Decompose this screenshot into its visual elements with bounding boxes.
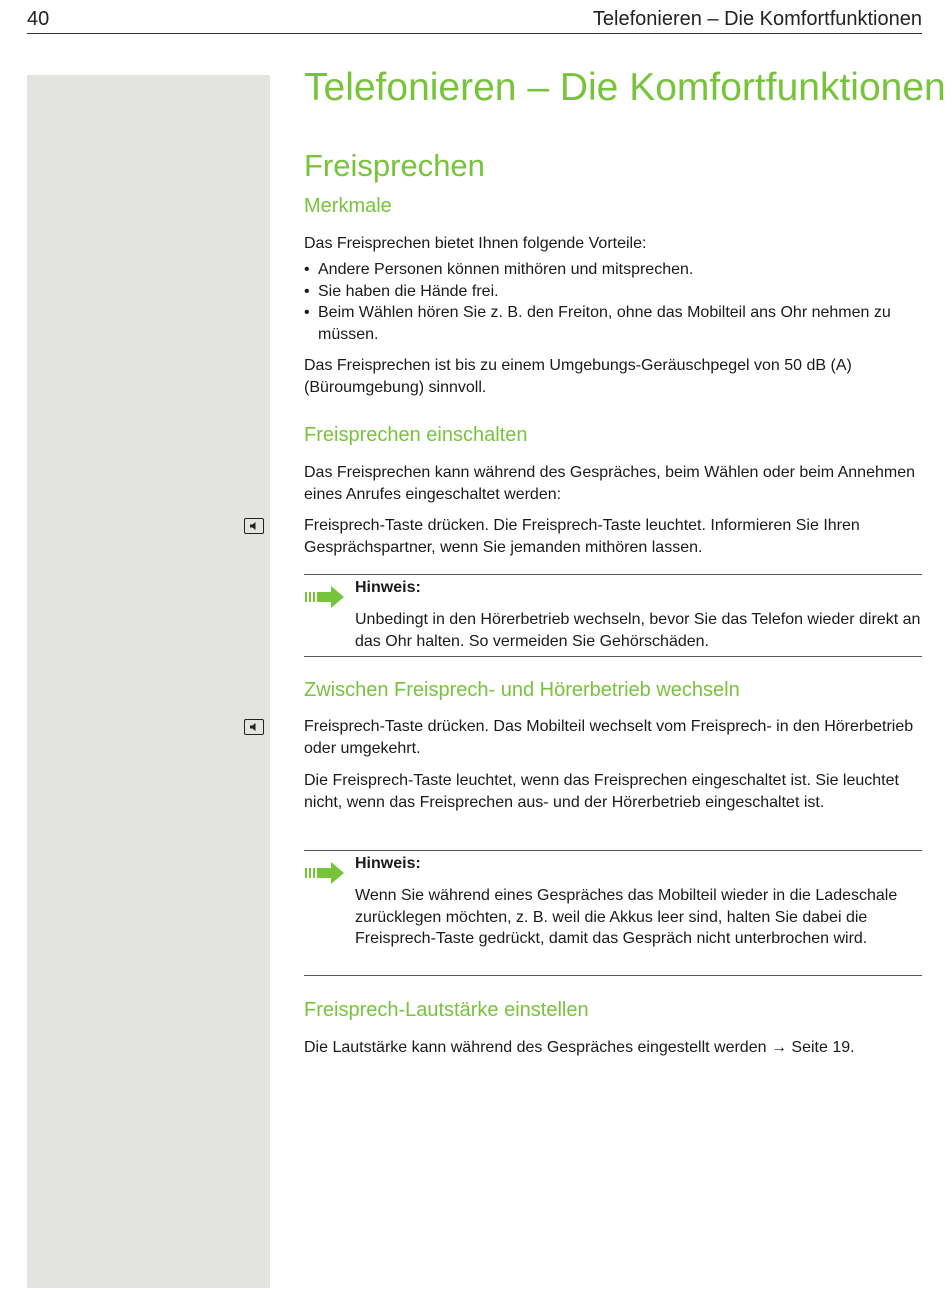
hint-box-1 (304, 574, 922, 657)
chapter-title: Telefonieren – Die Komfortfunktionen (304, 66, 946, 109)
hint-title: Hinweis: (355, 579, 421, 596)
lautstaerke-sentence: Die Lautstärke kann während des Gespräches eingestellt werden (304, 1039, 767, 1056)
cross-reference-arrow: → (770, 1039, 787, 1056)
lautstaerke-heading: Freisprech-Lautstärke einstellen (304, 999, 589, 1021)
wechseln-text: Die Freisprech-Taste leuchtet, wenn das Freisprechen eingeschaltet ist. Sie leuchtet nicht, wenn das Freisprechen aus- und der Hörerbetrieb eingeschaltet ist. (304, 772, 899, 811)
hint-box-2 (304, 850, 922, 976)
hint-title: Hinweis: (355, 855, 421, 872)
hint-text: Unbedingt in den Hörerbetrieb wechseln, bevor Sie das Telefon wieder direkt an das Ohr halten. So vermeiden Sie Gehörschäden. (355, 611, 921, 650)
list-item: • Andere Personen können mithören und mitsprechen. (304, 259, 920, 281)
einschalten-intro: Das Freisprechen kann während des Gespräches, beim Wählen oder beim Annehmen eines Anrufes eingeschaltet werden: (304, 464, 915, 503)
hint-arrow-icon (305, 585, 345, 609)
speaker-key-icon (244, 518, 264, 534)
wechseln-step: Freisprech-Taste drücken. Das Mobilteil wechselt vom Freisprech- in den Hörerbetrieb oder umgekehrt. (304, 718, 914, 757)
running-title: Telefonieren – Die Komfortfunktionen (592, 8, 922, 30)
merkmale-intro: Das Freisprechen bietet Ihnen folgende Vorteile: (304, 235, 647, 252)
margin-sidebar (27, 75, 270, 1288)
wechseln-heading: Zwischen Freisprech- und Hörerbetrieb wechseln (304, 679, 740, 701)
hint-arrow-icon (305, 861, 345, 885)
list-item: • Sie haben die Hände frei. (304, 281, 920, 303)
einschalten-step: Freisprech-Taste drücken. Die Freisprech-Taste leuchtet. Informieren Sie Ihren Gesprächspartner, wenn Sie jemanden mithören lassen. (304, 517, 860, 556)
running-header (27, 6, 922, 34)
page-reference-link[interactable]: Seite 19 (791, 1039, 851, 1056)
hint-text: Wenn Sie während eines Gespräches das Mobilteil wieder in die Ladeschale zurücklegen möchten, z. B. weil die Akkus leer sind, halten Sie dabei die Freisprech-Taste gedrückt, damit das Gespräch nicht unterbrochen wird. (355, 887, 898, 947)
einschalten-heading: Freisprechen einschalten (304, 424, 528, 446)
page-number: 40 (27, 8, 50, 30)
speaker-key-icon (244, 719, 264, 735)
merkmale-list (304, 259, 920, 345)
merkmale-heading: Merkmale (304, 195, 392, 217)
sentence-period: . (850, 1039, 855, 1056)
list-item: • Beim Wählen hören Sie z. B. den Freiton, ohne das Mobilteil ans Ohr nehmen zu müssen. (304, 302, 920, 345)
section-title: Freisprechen (304, 148, 485, 183)
lautstaerke-text (304, 1037, 920, 1059)
merkmale-closing: Das Freisprechen ist bis zu einem Umgebungs-Geräuschpegel von 50 dB (A) (Büroumgebung) sinnvoll. (304, 357, 852, 396)
